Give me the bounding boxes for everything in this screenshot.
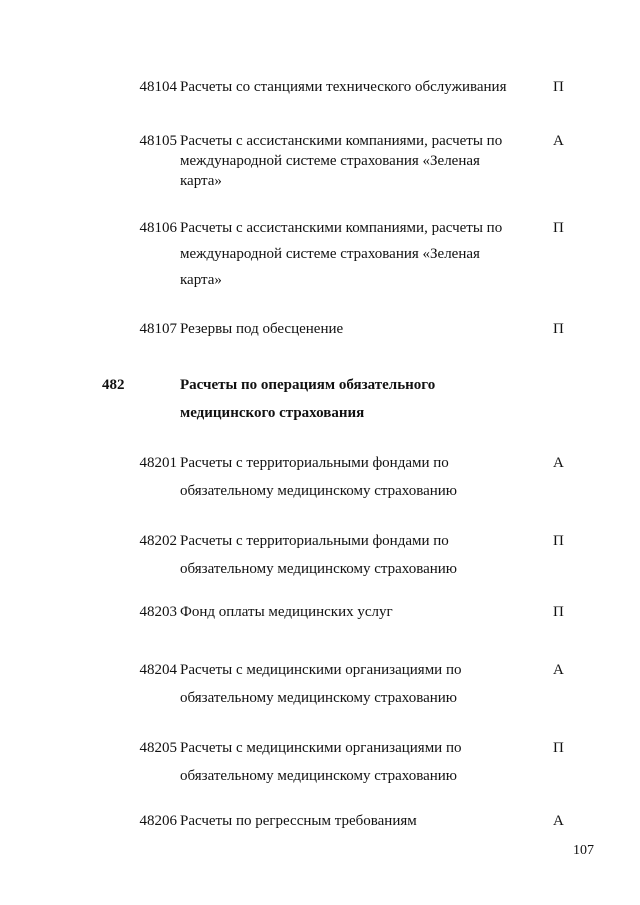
description-line: Расчеты с ассистанскими компаниями, расчеты по [180, 220, 503, 236]
description-line: карта» [180, 173, 222, 189]
account-code: 48202 [139, 533, 177, 549]
account-code: 48201 [139, 455, 177, 471]
description-line: Расчеты со станциями технического обслуживания [180, 79, 507, 95]
description-line: Расчеты с территориальными фондами по [180, 455, 449, 471]
account-description [180, 813, 525, 830]
account-type: П [553, 604, 564, 620]
account-description [180, 527, 525, 583]
account-description [180, 604, 525, 621]
description-line: карта» [180, 272, 222, 288]
section-title-line: Расчеты по операциям обязательного [180, 377, 436, 393]
description-line: Расчеты с медицинскими организациями по [180, 740, 462, 756]
section-title-line: медицинского страхования [180, 405, 365, 421]
account-type: А [553, 133, 564, 149]
description-line: Расчеты с территориальными фондами по [180, 533, 449, 549]
account-type: П [553, 321, 564, 337]
account-description [180, 734, 525, 790]
section-title [180, 371, 520, 427]
description-line: Расчеты с ассистанскими компаниями, расчеты по [180, 133, 503, 149]
description-line: Резервы под обесценение [180, 321, 344, 337]
description-line: Расчеты с медицинскими организациями по [180, 662, 462, 678]
account-code: 48107 [139, 321, 177, 337]
account-type: А [553, 662, 564, 678]
account-code: 48106 [139, 220, 177, 236]
account-description [180, 215, 525, 293]
account-code: 48206 [139, 813, 177, 829]
description-line: обязательному медицинскому страхованию [180, 561, 457, 577]
account-description [180, 79, 525, 96]
account-code: 48105 [139, 133, 177, 149]
account-type: П [553, 740, 564, 756]
account-code: 48104 [139, 79, 177, 95]
account-code: 48205 [139, 740, 177, 756]
account-description [180, 321, 525, 338]
description-line: обязательному медицинскому страхованию [180, 690, 457, 706]
description-line: обязательному медицинскому страхованию [180, 768, 457, 784]
page-number: 107 [573, 843, 594, 858]
account-type: П [553, 533, 564, 549]
account-code: 48203 [139, 604, 177, 620]
account-type: А [553, 455, 564, 471]
account-description [180, 656, 525, 712]
account-description [180, 131, 525, 191]
account-type: А [553, 813, 564, 829]
account-type: П [553, 220, 564, 236]
account-type: П [553, 79, 564, 95]
account-description [180, 449, 525, 505]
section-code: 482 [102, 377, 125, 393]
description-line: международной системе страхования «Зеленая [180, 246, 480, 262]
description-line: международной системе страхования «Зеленая [180, 153, 480, 169]
account-code: 48204 [139, 662, 177, 678]
description-line: Фонд оплаты медицинских услуг [180, 604, 393, 620]
description-line: обязательному медицинскому страхованию [180, 483, 457, 499]
description-line: Расчеты по регрессным требованиям [180, 813, 417, 829]
